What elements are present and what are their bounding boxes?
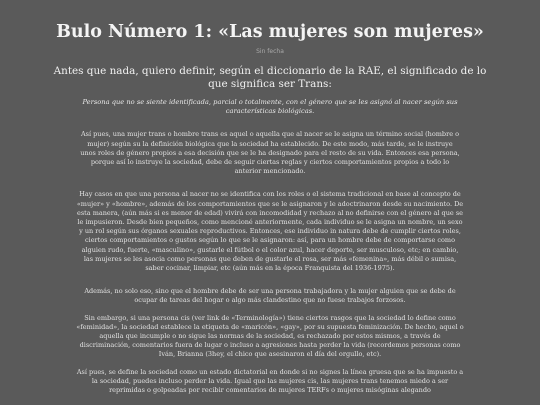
paragraph-5: Así pues, se define la sociedad como un estado dictatorial en donde si no signes la línea gruesa que se ha impuesto a la sociedad, puedes incluso perder la vida. Igual que las mujeres cis, las mujeres trans tenemos miedo a ser reprimidas o golpeadas por recibir comentarios de mujeres TERFs o mujeres misóginas alegando [76, 367, 464, 395]
paragraph-3: Además, no solo eso, sino que el hombre debe de ser una persona trabajadora y la mujer alguien que se debe de ocupar de tareas del hogar o algo más clandestino que no fuese trabajos forzosos. [84, 287, 456, 305]
article-title: Bulo Número 1: «Las mujeres son mujeres» [56, 22, 484, 42]
paragraph-2: Hay casos en que una persona al nacer no se identifica con los roles o el sistema tradicional en base al concepto de «mujer» y «hombre», además de los comportamientos que se le asignaron y le adoctrinaron desde su nacimiento. De esta manera, (aún más si es menor de edad) vivirá con incomodidad y rechazo al no definirse con el género al que se le impusieron. Desde bien pequeños, como mencioné anteriormente, cada individuo se le asigna un nombre, un sexo y un rol según sus órganos sexuales reproductivos. Entonces, ese individuo in natura debe de cumplir ciertos roles, ciertos comportamientos o gustos según lo que se le asignaron: así, para un hombre debe de comportarse como alguien rudo, fuerte, «masculino», gustarle el fútbol o el color azul, hacer deporte, ser musculoso, etc; en cambio, las mujeres se les asocia como personas que deben de gustarle el rosa, ser más «femenina», más débil o sumisa, saber cocinar, limpiar, etc (aún más en la época Franquista del 1936-1975). [76, 190, 464, 273]
paragraph-1: Así pues, una mujer trans o hombre trans es aquel o aquella que al nacer se le asigna un término social (hombre o mujer) según su la definición biológica que la sociedad ha establecido. De este modo, más tarde, se le instruye unos roles de género propios a esa decisión que se le ha designado para el resto de su vida. Entonces esa persona, porque así lo instruye la sociedad, debe de seguir ciertas reglas y ciertos comportamientos propios a todo lo anterior mencionado. [80, 130, 460, 176]
article-date: Sin fecha [256, 48, 284, 55]
article-subtitle: Antes que nada, quiero definir, según el diccionario de la RAE, el significado de lo que significa ser Trans: [53, 65, 487, 90]
definition-quote: Persona que no se siente identificada, parcial o totalmente, con el género que se les asignó al nacer según sus características biológicas. [82, 98, 458, 116]
paragraph-4: Sin embargo, si una persona cis (ver link de «Terminología») tiene ciertos rasgos que la sociedad lo define como «feminidad», la sociedad establece la etiqueta de «maricón», «gay», por su supuesta feminización. De hecho, aquel o aquella que incumple o no sigue las normas de la sociedad, es rechazado por estos mismos, a través de discriminación, comentarios fuera de lugar o incluso a agresiones hasta perder la vida (recordemos personas como Iván, Brianna (3hey, el chico que asesinaron el día del orgullo, etc). [76, 313, 464, 359]
